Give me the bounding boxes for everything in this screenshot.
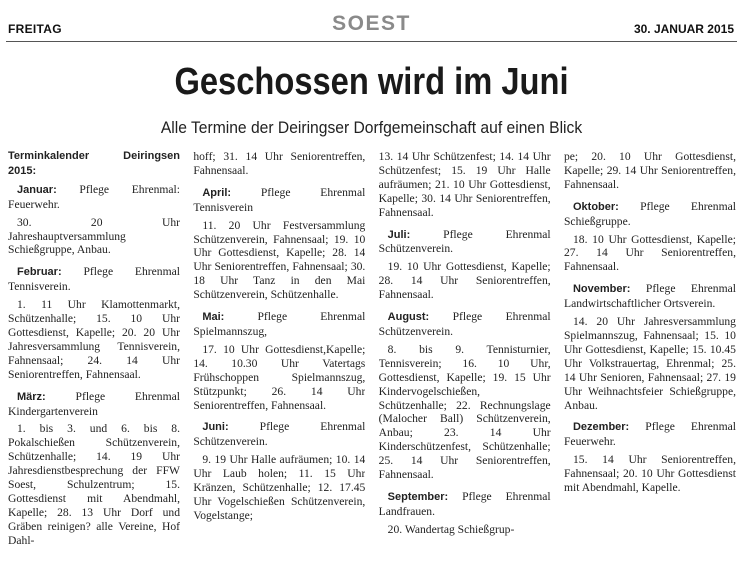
month-juni xyxy=(193,420,365,449)
article-column-3 xyxy=(379,150,551,576)
continued-text: 13. 14 Uhr Schützenfest; 14. 14 Uhr Schützenfest; 15. 19 Uhr Halle aufräumen; 21. 10 Uhr Gottesdienst, Kapelle; 30. 14 Uhr Seniorentreffen, Fahnensaal. xyxy=(378,150,551,219)
month-label: Dezember: xyxy=(572,421,630,434)
article-column-2 xyxy=(193,150,365,576)
pflege-text: Pflege Ehrenmal Feuerwehr. xyxy=(563,420,736,449)
pflege-text: Pflege Ehrenmal Kindergartenverein xyxy=(8,389,180,418)
pflege-text: Pflege Ehrenmal Tennisverein. xyxy=(8,265,180,294)
pflege-text: Pflege Ehrenmal Schießgruppe. xyxy=(563,199,736,228)
date-list: 9. 19 Uhr Halle aufräumen; 10. 14 Uhr Laub holen; 11. 15 Uhr Kränzen, Schützenhalle; 12. 17.45 Uhr Vogelschießen Schützenverein, Vogelstange; xyxy=(193,453,366,522)
month-februar xyxy=(8,265,180,294)
pflege-text: Pflege Ehrenmal Landwirtschaftlicher Ortsverein. xyxy=(563,282,736,311)
month-maerz xyxy=(8,390,180,419)
pflege-text: Pflege Ehrenmal: Feuerwehr. xyxy=(8,182,180,211)
month-januar xyxy=(8,183,180,212)
month-label: August: xyxy=(387,311,430,324)
date-list: 17. 10 Uhr Gottesdienst,Kapelle; 14. 10.30 Uhr Vatertags Frühschoppen Spielmannszug, Stützpunkt; 26. 14 Uhr Seniorentreffen, Fahnensaal. xyxy=(193,342,366,412)
month-label: Februar: xyxy=(17,266,62,279)
month-label: September: xyxy=(387,490,449,503)
date-list: 30. 20 Uhr Jahreshauptversammlung Schießgruppe, Anbau. xyxy=(8,215,180,257)
date-list: 11. 20 Uhr Festversammlung Schützenverein, Fahnensaal; 19. 10 Uhr Gottesdienst, Kapelle; 28. 14 Uhr Seniorentreffen, Fahnensaal; 30. 18 Uhr Tanz in den Mai Schützenverein, Schützenhalle. xyxy=(193,218,366,302)
month-mai xyxy=(193,310,365,339)
article-subheadline: Alle Termine der Deiringser Dorfgemeinschaft auf einen Blick xyxy=(160,118,583,137)
month-label: April: xyxy=(202,186,232,199)
masthead xyxy=(0,0,743,44)
calendar-year: 2015: xyxy=(8,164,37,177)
month-august xyxy=(379,310,551,339)
month-label: Juli: xyxy=(387,228,411,241)
article-headline: Geschossen wird im Juni xyxy=(174,61,569,103)
month-label: Mai: xyxy=(202,311,225,324)
date-list: 18. 10 Uhr Gottesdienst, Kapelle; 27. 14 Uhr Seniorentreffen, Fahnensaal. xyxy=(563,232,736,274)
continued-text: pe; 20. 10 Uhr Gottesdienst, Kapelle; 29. 14 Uhr Seniorentreffen, Fahnensaal. xyxy=(563,150,736,191)
pflege-text: Pflege Ehrenmal Schützenverein. xyxy=(193,420,366,449)
continued-text: hoff; 31. 14 Uhr Seniorentreffen, Fahnensaal. xyxy=(193,150,366,177)
month-label: November: xyxy=(572,283,631,296)
pflege-text: Pflege Ehrenmal Landfrauen. xyxy=(378,489,551,518)
date-list: 15. 14 Uhr Seniorentreffen, Fahnensaal; 20. 10 Uhr Gottesdienst mit Abendmahl, Kapelle. xyxy=(563,453,736,495)
month-label: Januar: xyxy=(17,183,57,196)
date-list: 8. bis 9. Tennisturnier, Tennisverein; 16. 10 Uhr, Gottesdienst, Kapelle; 19. 15 Uhr Kindervogelschießen, Schützenhalle; 22. Rechnungslage (Malocher Ball) Schützenverein, Anbau; 23. 14 Uhr Kinderschützenfest, Schützenhalle; 25. 14 Uhr Seniorentreffen, Fahnensaal. xyxy=(378,342,551,482)
article-column-4 xyxy=(564,150,736,576)
date-list: 1. bis 3. und 6. bis 8. Pokalschießen Schützenverein, Schützenhalle; 14. 19 Uhr Jahresdienstbesprechung der FFW Soest, Schulzentrum; 15. Gottesdienst mit Abendmahl, Kapelle; 28. 13 Uhr Dorf und Gräben reinigen? alle Vereine, Hof Dahl- xyxy=(8,422,180,547)
month-dezember xyxy=(564,420,736,449)
pflege-text: Pflege Ehrenmal Tennisverein xyxy=(193,185,366,214)
masthead-divider xyxy=(6,41,737,42)
masthead-day: FREITAG xyxy=(8,22,62,36)
article-body xyxy=(8,150,736,576)
date-list: 19. 10 Uhr Gottesdienst, Kapelle; 28. 14 Uhr Seniorentreffen, Fahnensaal. xyxy=(378,260,551,302)
date-list: 20. Wandertag Schießgrup- xyxy=(387,522,515,536)
month-label: Juni: xyxy=(202,421,229,434)
date-list: 14. 20 Uhr Jahresversammlung Spielmannszug, Fahnensaal; 15. 10 Uhr Gottesdienst, Kapelle; 15. 10.45 Uhr Volkstrauertag, Ehrenmal; 25. 14 Uhr Senioren, Fahnensaal; 27. 19 Uhr Weihnachtsfeier Schießgruppe, Anbau. xyxy=(563,315,736,412)
masthead-section: SOEST xyxy=(332,12,411,35)
pflege-text: Pflege Ehrenmal Spielmannszug, xyxy=(193,310,366,338)
calendar-heading xyxy=(8,150,180,164)
month-juli xyxy=(379,228,551,257)
month-april xyxy=(193,186,365,215)
month-november xyxy=(564,282,736,311)
pflege-text: Pflege Ehrenmal Schützenverein. xyxy=(378,227,551,256)
calendar-heading-right: Deiringsen xyxy=(123,150,180,162)
month-label: Oktober: xyxy=(572,200,619,213)
pflege-text: Pflege Ehrenmal Schützenverein. xyxy=(378,310,551,338)
article-column-1 xyxy=(8,150,180,576)
date-list: 1. 11 Uhr Klamottenmarkt, Schützenhalle; 15. 10 Uhr Gottesdienst, Kapelle; 20. 20 Uhr Jahresversammlung Tennisverein, Fahnensaal; 24. 14 Uhr Seniorentreffen, Fahnensaal. xyxy=(8,298,180,381)
masthead-date: 30. JANUAR 2015 xyxy=(633,22,734,36)
calendar-heading-left: Terminkalender xyxy=(8,150,90,162)
month-label: März: xyxy=(17,390,46,403)
month-oktober xyxy=(564,200,736,229)
month-september xyxy=(379,490,551,519)
